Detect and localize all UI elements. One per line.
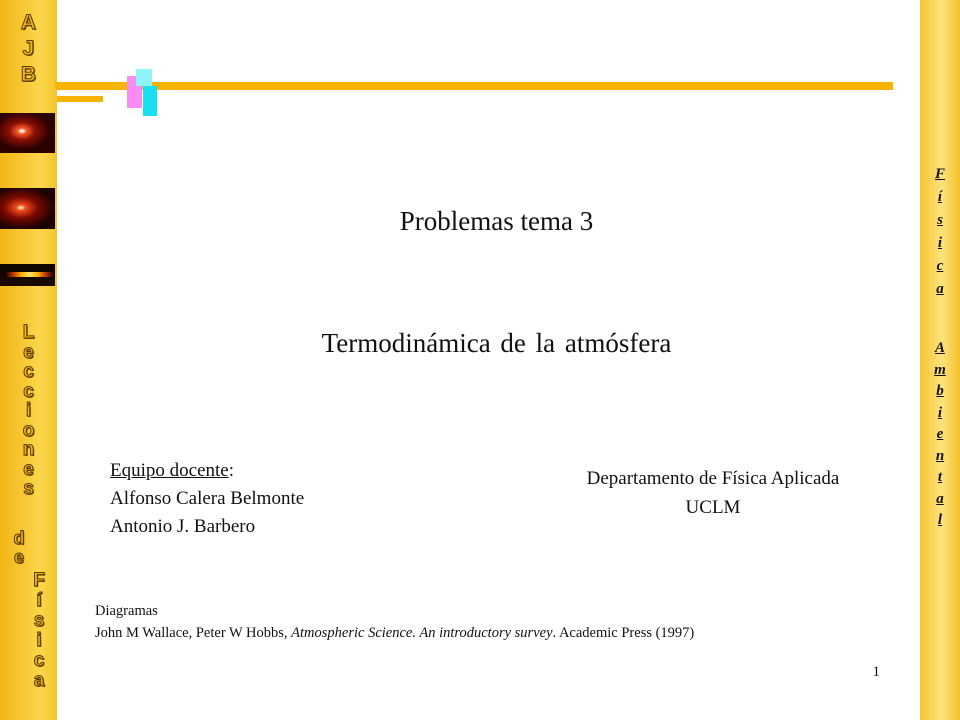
sidebar-letter: a bbox=[33, 670, 45, 691]
teaching-team bbox=[110, 457, 304, 541]
sidebar-letter: c bbox=[23, 380, 34, 402]
diagram-heading: Diagramas bbox=[95, 603, 158, 619]
sidebar-letter: n bbox=[935, 447, 945, 464]
sidebar-letter: i bbox=[36, 630, 42, 651]
sidebar-letter: d bbox=[13, 528, 25, 548]
sidebar-letter: A bbox=[934, 340, 945, 356]
sidebar-letter: A bbox=[20, 11, 37, 34]
sidebar-photo-spectrum bbox=[0, 264, 55, 286]
sidebar-letter: F bbox=[33, 570, 45, 591]
header-rule bbox=[55, 82, 893, 90]
sidebar-letter: c bbox=[33, 650, 45, 671]
department-name: Departamento de Física Aplicada bbox=[586, 468, 840, 489]
sidebar-letter: s bbox=[23, 478, 34, 499]
sidebar-letter: F bbox=[934, 166, 945, 182]
team-heading bbox=[110, 457, 304, 485]
sidebar-letter: L bbox=[22, 322, 35, 343]
sidebar-letter: c bbox=[936, 258, 944, 274]
sidebar-letter: i bbox=[25, 400, 32, 421]
sidebar-letter: B bbox=[20, 63, 37, 86]
sidebar-letter: m bbox=[934, 361, 946, 378]
department-block bbox=[545, 464, 881, 522]
sidebar-de bbox=[0, 529, 38, 567]
diagram-reference bbox=[95, 600, 694, 644]
team-label: Equipo docente bbox=[110, 460, 229, 481]
decorative-block-cyan bbox=[143, 86, 157, 116]
sidebar-letter: l bbox=[937, 512, 943, 528]
sidebar-letter: t bbox=[937, 469, 943, 485]
sidebar-letter: o bbox=[22, 419, 35, 441]
sidebar-letter: a bbox=[936, 281, 944, 297]
page-number: 1 bbox=[872, 664, 880, 680]
sidebar-letter: b bbox=[936, 383, 944, 399]
sidebar-letter: e bbox=[23, 458, 34, 480]
decorative-block-light-cyan bbox=[136, 69, 152, 86]
citation-book-title: Atmospheric Science. An introductory survey bbox=[291, 625, 553, 641]
right-sidebar-ambiental bbox=[920, 338, 960, 532]
diagram-citation bbox=[95, 622, 694, 644]
sidebar-fisica bbox=[0, 571, 78, 691]
sidebar-ajb bbox=[0, 10, 57, 88]
team-member: Antonio J. Barbero bbox=[110, 516, 256, 537]
citation-publisher: . Academic Press (1997) bbox=[552, 625, 695, 641]
sidebar-letter: c bbox=[23, 361, 34, 382]
sidebar-letter: í bbox=[36, 590, 42, 611]
sidebar-photo-flame bbox=[0, 113, 55, 153]
sidebar-letter: e bbox=[936, 426, 944, 442]
institution-name: UCLM bbox=[685, 497, 741, 518]
sidebar-letter: í bbox=[937, 189, 943, 205]
citation-authors: John M Wallace, Peter W Hobbs, bbox=[95, 625, 292, 641]
sidebar-letter: s bbox=[33, 610, 45, 631]
team-member: Alfonso Calera Belmonte bbox=[110, 488, 305, 509]
sidebar-letter: J bbox=[22, 37, 35, 60]
sidebar-letter: e bbox=[13, 547, 24, 567]
slide-title: Problemas tema 3 bbox=[399, 206, 594, 236]
sidebar-letter: i bbox=[937, 235, 943, 251]
sidebar-letter: e bbox=[23, 341, 34, 363]
sidebar-letter: i bbox=[937, 404, 943, 421]
slide-subtitle: Termodinámica de la atmósfera bbox=[321, 328, 672, 358]
sidebar-letter: s bbox=[937, 212, 943, 228]
team-separator: : bbox=[228, 460, 234, 481]
header-rule-short bbox=[57, 96, 103, 102]
sidebar-letter: a bbox=[936, 490, 944, 507]
sidebar-letter: n bbox=[22, 439, 35, 460]
